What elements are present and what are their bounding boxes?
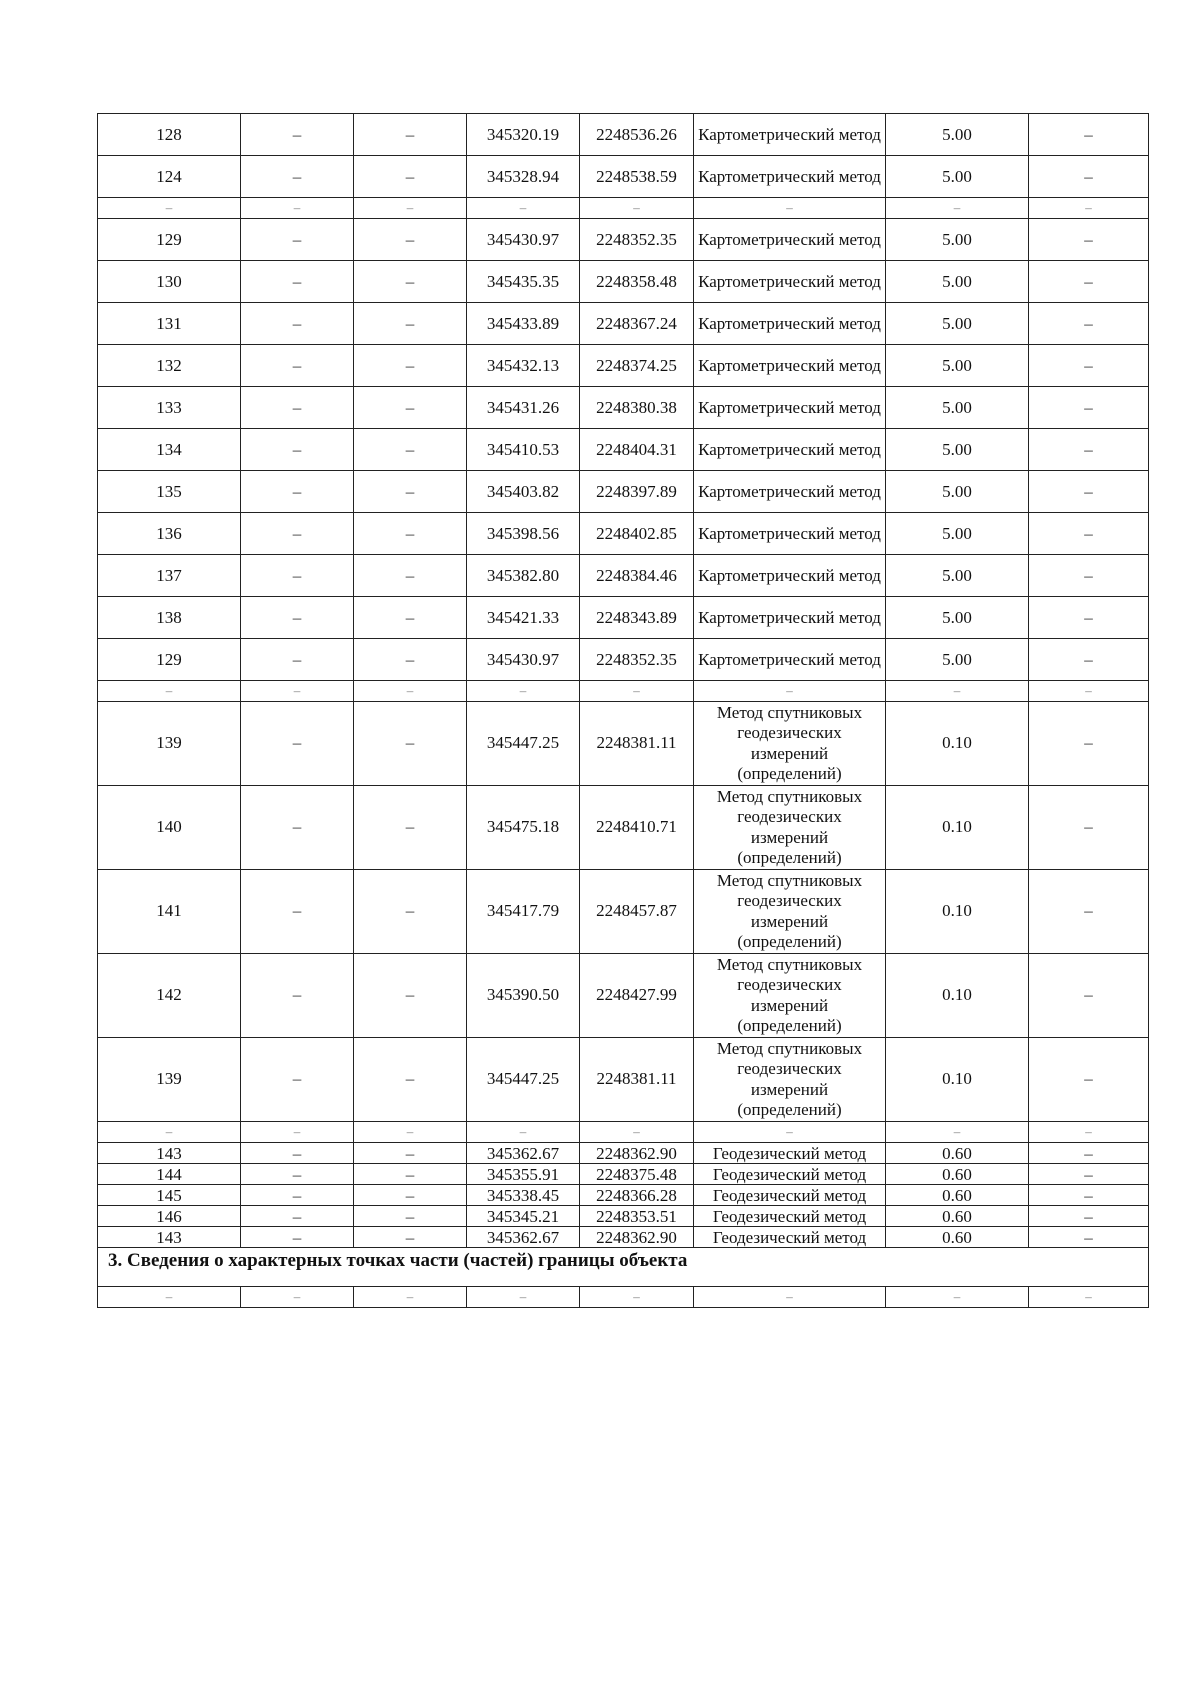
table-row <box>98 1206 1149 1227</box>
new-x-cell: 345398.56 <box>467 513 580 555</box>
new-x-cell: 345382.80 <box>467 555 580 597</box>
new-y-cell: 2248352.35 <box>580 639 694 681</box>
precision-cell: 0.10 <box>886 870 1029 954</box>
new-x-cell: – <box>467 198 580 219</box>
description-cell: – <box>1029 639 1149 681</box>
precision-cell: 5.00 <box>886 219 1029 261</box>
new-y-cell: 2248457.87 <box>580 870 694 954</box>
new-y-cell: 2248380.38 <box>580 387 694 429</box>
new-x-cell: 345362.67 <box>467 1227 580 1248</box>
separator-row <box>98 1122 1149 1143</box>
new-x-cell: 345390.50 <box>467 954 580 1038</box>
method-cell: Картометрический метод <box>694 597 886 639</box>
old-x-cell: – <box>241 681 354 702</box>
table-row <box>98 870 1149 954</box>
old-x-cell: – <box>241 870 354 954</box>
old-y-cell: – <box>354 555 467 597</box>
table-row <box>98 555 1149 597</box>
old-x-cell: – <box>241 1122 354 1143</box>
point-number-cell: – <box>98 1122 241 1143</box>
description-cell: – <box>1029 1164 1149 1185</box>
old-y-cell: – <box>354 513 467 555</box>
new-y-cell: 2248536.26 <box>580 114 694 156</box>
method-cell: Метод спутниковых геодезических измерений (определений) <box>694 1038 886 1122</box>
precision-cell: 5.00 <box>886 597 1029 639</box>
point-number-cell: 132 <box>98 345 241 387</box>
method-cell: Метод спутниковых геодезических измерений (определений) <box>694 870 886 954</box>
old-x-cell: – <box>241 786 354 870</box>
old-y-cell: – <box>354 1287 467 1308</box>
table-row <box>98 114 1149 156</box>
old-x-cell: – <box>241 639 354 681</box>
new-x-cell: – <box>467 1122 580 1143</box>
old-y-cell: – <box>354 639 467 681</box>
precision-cell: 5.00 <box>886 639 1029 681</box>
table-row <box>98 387 1149 429</box>
old-y-cell: – <box>354 1206 467 1227</box>
point-number-cell: 139 <box>98 702 241 786</box>
new-y-cell: 2248384.46 <box>580 555 694 597</box>
point-number-cell: – <box>98 198 241 219</box>
old-x-cell: – <box>241 702 354 786</box>
new-y-cell: – <box>580 1122 694 1143</box>
point-number-cell: 144 <box>98 1164 241 1185</box>
new-y-cell: 2248381.11 <box>580 702 694 786</box>
old-x-cell: – <box>241 303 354 345</box>
old-y-cell: – <box>354 681 467 702</box>
point-number-cell: 146 <box>98 1206 241 1227</box>
old-y-cell: – <box>354 597 467 639</box>
method-cell: – <box>694 1287 886 1308</box>
point-number-cell: 130 <box>98 261 241 303</box>
table-row <box>98 303 1149 345</box>
old-y-cell: – <box>354 1227 467 1248</box>
new-x-cell: 345417.79 <box>467 870 580 954</box>
precision-cell: – <box>886 681 1029 702</box>
new-x-cell: 345430.97 <box>467 219 580 261</box>
precision-cell: 0.60 <box>886 1227 1029 1248</box>
separator-row <box>98 681 1149 702</box>
table-row <box>98 639 1149 681</box>
new-x-cell: 345410.53 <box>467 429 580 471</box>
point-number-cell: 137 <box>98 555 241 597</box>
new-x-cell: 345447.25 <box>467 702 580 786</box>
precision-cell: 5.00 <box>886 429 1029 471</box>
point-number-cell: – <box>98 1287 241 1308</box>
old-x-cell: – <box>241 114 354 156</box>
description-cell: – <box>1029 870 1149 954</box>
precision-cell: 5.00 <box>886 345 1029 387</box>
point-number-cell: 129 <box>98 219 241 261</box>
point-number-cell: 135 <box>98 471 241 513</box>
table-row <box>98 1038 1149 1122</box>
method-cell: Картометрический метод <box>694 429 886 471</box>
new-x-cell: 345338.45 <box>467 1185 580 1206</box>
description-cell: – <box>1029 156 1149 198</box>
new-x-cell: 345320.19 <box>467 114 580 156</box>
method-cell: Картометрический метод <box>694 639 886 681</box>
description-cell: – <box>1029 1038 1149 1122</box>
description-cell: – <box>1029 114 1149 156</box>
new-x-cell: 345421.33 <box>467 597 580 639</box>
point-number-cell: 124 <box>98 156 241 198</box>
new-y-cell: 2248397.89 <box>580 471 694 513</box>
precision-cell: 5.00 <box>886 114 1029 156</box>
point-number-cell: – <box>98 681 241 702</box>
old-x-cell: – <box>241 261 354 303</box>
method-cell: Картометрический метод <box>694 156 886 198</box>
new-x-cell: 345435.35 <box>467 261 580 303</box>
precision-cell: 0.10 <box>886 702 1029 786</box>
precision-cell: 5.00 <box>886 261 1029 303</box>
method-cell: – <box>694 1122 886 1143</box>
new-y-cell: 2248427.99 <box>580 954 694 1038</box>
method-cell: – <box>694 681 886 702</box>
table-row <box>98 702 1149 786</box>
description-cell: – <box>1029 219 1149 261</box>
new-x-cell: 345345.21 <box>467 1206 580 1227</box>
new-y-cell: – <box>580 1287 694 1308</box>
method-cell: Геодезический метод <box>694 1185 886 1206</box>
table-row <box>98 156 1149 198</box>
old-x-cell: – <box>241 954 354 1038</box>
old-x-cell: – <box>241 597 354 639</box>
description-cell: – <box>1029 681 1149 702</box>
old-y-cell: – <box>354 345 467 387</box>
description-cell: – <box>1029 471 1149 513</box>
old-y-cell: – <box>354 219 467 261</box>
new-y-cell: 2248362.90 <box>580 1143 694 1164</box>
table-row <box>98 1227 1149 1248</box>
description-cell: – <box>1029 429 1149 471</box>
old-x-cell: – <box>241 219 354 261</box>
method-cell: Геодезический метод <box>694 1143 886 1164</box>
new-y-cell: – <box>580 198 694 219</box>
new-y-cell: 2248362.90 <box>580 1227 694 1248</box>
old-y-cell: – <box>354 156 467 198</box>
old-x-cell: – <box>241 429 354 471</box>
new-x-cell: 345432.13 <box>467 345 580 387</box>
old-y-cell: – <box>354 261 467 303</box>
description-cell: – <box>1029 198 1149 219</box>
description-cell: – <box>1029 702 1149 786</box>
old-y-cell: – <box>354 303 467 345</box>
description-cell: – <box>1029 387 1149 429</box>
precision-cell: – <box>886 1122 1029 1143</box>
old-x-cell: – <box>241 345 354 387</box>
new-y-cell: 2248375.48 <box>580 1164 694 1185</box>
new-x-cell: 345447.25 <box>467 1038 580 1122</box>
section-heading-row <box>98 1248 1149 1287</box>
point-number-cell: 131 <box>98 303 241 345</box>
description-cell: – <box>1029 1287 1149 1308</box>
table-row <box>98 597 1149 639</box>
description-cell: – <box>1029 786 1149 870</box>
new-y-cell: 2248381.11 <box>580 1038 694 1122</box>
new-y-cell: 2248353.51 <box>580 1206 694 1227</box>
table-row <box>98 1185 1149 1206</box>
old-x-cell: – <box>241 555 354 597</box>
new-x-cell: – <box>467 1287 580 1308</box>
point-number-cell: 145 <box>98 1185 241 1206</box>
new-x-cell: 345430.97 <box>467 639 580 681</box>
new-x-cell: 345403.82 <box>467 471 580 513</box>
new-y-cell: 2248404.31 <box>580 429 694 471</box>
precision-cell: 0.60 <box>886 1206 1029 1227</box>
point-number-cell: 128 <box>98 114 241 156</box>
old-y-cell: – <box>354 1038 467 1122</box>
new-y-cell: 2248374.25 <box>580 345 694 387</box>
precision-cell: 5.00 <box>886 513 1029 555</box>
old-y-cell: – <box>354 471 467 513</box>
table-row <box>98 345 1149 387</box>
old-y-cell: – <box>354 1185 467 1206</box>
new-x-cell: 345355.91 <box>467 1164 580 1185</box>
separator-row <box>98 198 1149 219</box>
precision-cell: – <box>886 1287 1029 1308</box>
new-x-cell: – <box>467 681 580 702</box>
old-x-cell: – <box>241 198 354 219</box>
new-y-cell: 2248367.24 <box>580 303 694 345</box>
new-x-cell: 345328.94 <box>467 156 580 198</box>
new-y-cell: 2248402.85 <box>580 513 694 555</box>
point-number-cell: 141 <box>98 870 241 954</box>
new-y-cell: 2248352.35 <box>580 219 694 261</box>
new-y-cell: 2248358.48 <box>580 261 694 303</box>
method-cell: Картометрический метод <box>694 555 886 597</box>
precision-cell: – <box>886 198 1029 219</box>
description-cell: – <box>1029 954 1149 1038</box>
point-number-cell: 143 <box>98 1227 241 1248</box>
description-cell: – <box>1029 513 1149 555</box>
method-cell: Картометрический метод <box>694 345 886 387</box>
precision-cell: 0.10 <box>886 786 1029 870</box>
precision-cell: 0.10 <box>886 954 1029 1038</box>
method-cell: Картометрический метод <box>694 387 886 429</box>
old-y-cell: – <box>354 429 467 471</box>
old-y-cell: – <box>354 1164 467 1185</box>
method-cell: Картометрический метод <box>694 261 886 303</box>
method-cell: Геодезический метод <box>694 1227 886 1248</box>
description-cell: – <box>1029 261 1149 303</box>
method-cell: Метод спутниковых геодезических измерений (определений) <box>694 954 886 1038</box>
description-cell: – <box>1029 345 1149 387</box>
description-cell: – <box>1029 1206 1149 1227</box>
table-row <box>98 429 1149 471</box>
precision-cell: 0.10 <box>886 1038 1029 1122</box>
description-cell: – <box>1029 1143 1149 1164</box>
new-y-cell: – <box>580 681 694 702</box>
table-row <box>98 1143 1149 1164</box>
point-number-cell: 142 <box>98 954 241 1038</box>
description-cell: – <box>1029 1122 1149 1143</box>
old-x-cell: – <box>241 1227 354 1248</box>
old-y-cell: – <box>354 114 467 156</box>
method-cell: Картометрический метод <box>694 114 886 156</box>
old-y-cell: – <box>354 1122 467 1143</box>
method-cell: Метод спутниковых геодезических измерений (определений) <box>694 786 886 870</box>
precision-cell: 0.60 <box>886 1143 1029 1164</box>
method-cell: Геодезический метод <box>694 1206 886 1227</box>
precision-cell: 5.00 <box>886 303 1029 345</box>
old-x-cell: – <box>241 387 354 429</box>
point-number-cell: 138 <box>98 597 241 639</box>
precision-cell: 0.60 <box>886 1185 1029 1206</box>
precision-cell: 0.60 <box>886 1164 1029 1185</box>
old-y-cell: – <box>354 198 467 219</box>
point-number-cell: 134 <box>98 429 241 471</box>
new-y-cell: 2248410.71 <box>580 786 694 870</box>
precision-cell: 5.00 <box>886 555 1029 597</box>
method-cell: Картометрический метод <box>694 219 886 261</box>
old-y-cell: – <box>354 1143 467 1164</box>
old-y-cell: – <box>354 954 467 1038</box>
method-cell: – <box>694 198 886 219</box>
table-row <box>98 261 1149 303</box>
new-x-cell: 345475.18 <box>467 786 580 870</box>
description-cell: – <box>1029 597 1149 639</box>
table-row <box>98 513 1149 555</box>
precision-cell: 5.00 <box>886 156 1029 198</box>
old-x-cell: – <box>241 513 354 555</box>
method-cell: Картометрический метод <box>694 513 886 555</box>
table-row <box>98 786 1149 870</box>
description-cell: – <box>1029 1185 1149 1206</box>
new-x-cell: 345362.67 <box>467 1143 580 1164</box>
new-x-cell: 345431.26 <box>467 387 580 429</box>
method-cell: Картометрический метод <box>694 303 886 345</box>
old-y-cell: – <box>354 387 467 429</box>
point-number-cell: 140 <box>98 786 241 870</box>
old-x-cell: – <box>241 1206 354 1227</box>
old-x-cell: – <box>241 471 354 513</box>
table-row <box>98 219 1149 261</box>
point-number-cell: 133 <box>98 387 241 429</box>
new-x-cell: 345433.89 <box>467 303 580 345</box>
method-cell: Картометрический метод <box>694 471 886 513</box>
point-number-cell: 143 <box>98 1143 241 1164</box>
new-y-cell: 2248366.28 <box>580 1185 694 1206</box>
description-cell: – <box>1029 303 1149 345</box>
method-cell: Геодезический метод <box>694 1164 886 1185</box>
new-y-cell: 2248538.59 <box>580 156 694 198</box>
old-x-cell: – <box>241 1143 354 1164</box>
old-y-cell: – <box>354 786 467 870</box>
precision-cell: 5.00 <box>886 471 1029 513</box>
description-cell: – <box>1029 555 1149 597</box>
table-row <box>98 954 1149 1038</box>
old-x-cell: – <box>241 1164 354 1185</box>
point-number-cell: 139 <box>98 1038 241 1122</box>
method-cell: Метод спутниковых геодезических измерений (определений) <box>694 702 886 786</box>
old-x-cell: – <box>241 1287 354 1308</box>
old-y-cell: – <box>354 702 467 786</box>
precision-cell: 5.00 <box>886 387 1029 429</box>
point-number-cell: 129 <box>98 639 241 681</box>
old-x-cell: – <box>241 156 354 198</box>
separator-row <box>98 1287 1149 1308</box>
new-y-cell: 2248343.89 <box>580 597 694 639</box>
boundary-points-table <box>97 113 1149 1308</box>
old-x-cell: – <box>241 1185 354 1206</box>
table-row <box>98 471 1149 513</box>
description-cell: – <box>1029 1227 1149 1248</box>
table-body <box>98 114 1149 1308</box>
old-x-cell: – <box>241 1038 354 1122</box>
table-row <box>98 1164 1149 1185</box>
section-3-title: 3. Сведения о характерных точках части (частей) границы объекта <box>98 1248 1149 1287</box>
old-y-cell: – <box>354 870 467 954</box>
point-number-cell: 136 <box>98 513 241 555</box>
